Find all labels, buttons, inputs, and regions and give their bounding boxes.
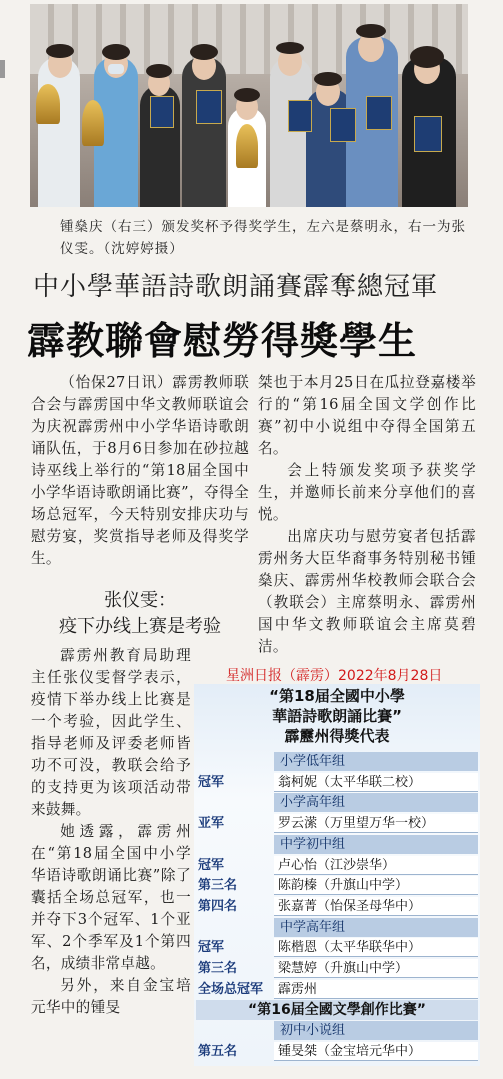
paragraph: 会上特颁发奖项予获奖学生，并邀师长前来分享他们的喜悦。 bbox=[258, 462, 476, 523]
winner-name: 陈楷恩（太平华联华中） bbox=[274, 938, 478, 957]
winner-name: 罗云潆（万里望万华一校） bbox=[274, 814, 478, 833]
photo-caption: 锺燊庆（右三）颁发奖杯予得奖学生，左六是蔡明永，右一为张仪雯。（沈婷婷摄） bbox=[60, 219, 466, 257]
award-label: 冠军 bbox=[198, 858, 225, 873]
category-header: 中学高年组 bbox=[274, 918, 478, 937]
category-header: 初中小说组 bbox=[274, 1021, 478, 1040]
winner-row bbox=[196, 959, 478, 978]
award-label: 第三名 bbox=[198, 961, 238, 976]
winner-name: 霹雳州 bbox=[274, 980, 478, 999]
winner-name: 锺旻桀（金宝培元华中） bbox=[274, 1042, 478, 1061]
winner-row bbox=[196, 814, 478, 833]
award-label: 冠军 bbox=[198, 940, 225, 955]
award-label: 第四名 bbox=[198, 899, 238, 914]
winner-row bbox=[196, 1042, 478, 1061]
page-edge-mark bbox=[0, 60, 5, 78]
main-headline: 霹教聯會慰勞得獎學生 bbox=[27, 319, 418, 363]
category-header: 小学高年组 bbox=[274, 793, 478, 812]
competition-banner: “第16届全國文學創作比賽” bbox=[196, 1000, 478, 1020]
winner-row bbox=[196, 938, 478, 957]
subheading-line-1: 张仪雯： bbox=[104, 590, 176, 611]
winner-row bbox=[196, 856, 478, 875]
award-label: 全场总冠军 bbox=[198, 982, 264, 997]
winners-box-title bbox=[194, 686, 480, 746]
paragraph: 她透露，霹雳州在“第18届全国中小学华语诗歌朗诵比赛”除了囊括全场总冠军，也一并夺下3个冠军、1个亚军、2个季军及1个第四名，成绩非常卓越。 bbox=[31, 823, 191, 972]
winner-name: 翁柯妮（太平华联二校） bbox=[274, 773, 478, 792]
winner-name: 梁慧婷（升旗山中学） bbox=[274, 959, 478, 978]
article-column-right bbox=[258, 372, 476, 658]
box-title-line: 霹靂州得獎代表 bbox=[284, 727, 390, 745]
winner-name: 卢心怡（江沙崇华） bbox=[274, 856, 478, 875]
kicker-headline: 中小學華語詩歌朗誦賽霹奪總冠軍 bbox=[33, 272, 439, 302]
award-label: 第三名 bbox=[198, 878, 238, 893]
box-title-line: “第18届全國中小學 bbox=[269, 687, 405, 705]
winner-name: 张嘉菁（怡保圣母华中） bbox=[274, 897, 478, 916]
award-photo bbox=[30, 4, 468, 207]
winner-row bbox=[196, 897, 478, 916]
award-label: 亚军 bbox=[198, 816, 225, 831]
paragraph: 另外，来自金宝培元华中的锺旻 bbox=[31, 977, 191, 1016]
subheading-line-2: 疫下办线上赛是考验 bbox=[59, 616, 221, 637]
paragraph: 出席庆功与慰劳宴者包括霹雳州务大臣华裔事务特别秘书锺燊庆、霹雳州华校教师会联合会（教联会）主席蔡明永、霹雳州国中华文教师联谊会主席莫碧洁。 bbox=[258, 528, 476, 655]
category-header: 小学低年组 bbox=[274, 752, 478, 771]
article-column-left-bottom bbox=[31, 645, 191, 1019]
category-header: 中学初中组 bbox=[274, 835, 478, 854]
winner-row bbox=[196, 773, 478, 792]
winner-name: 陈韵榛（升旗山中学） bbox=[274, 876, 478, 895]
winner-row bbox=[196, 980, 478, 999]
article-column-left-top bbox=[31, 372, 249, 570]
winner-row bbox=[196, 876, 478, 895]
paragraph: 桀也于本月25日在瓜拉登嘉楼举行的“第16届全国文学创作比赛”初中小说组中夺得全国第五名。 bbox=[258, 374, 476, 457]
award-label: 第五名 bbox=[198, 1044, 238, 1059]
paragraph: （怡保27日讯）霹雳教师联合会与霹雳国中华文教师联谊会为庆祝霹雳州中小学华语诗歌朗诵队伍，于8月6日参加在砂拉越诗巫线上举行的“第18届全国中小学华语诗歌朗诵比赛”，夺得全场总冠军，今天特别安排庆功与慰劳宴，奖赏指导老师及得奖学生。 bbox=[31, 374, 249, 567]
paragraph: 霹雳州教育局助理主任张仪雯督学表示，疫情下举办线上比赛是一个考验，因此学生、指导老师及评委老师皆功不可没，教联会给予的支持更为该项活动带来鼓舞。 bbox=[31, 647, 191, 818]
award-label: 冠军 bbox=[198, 775, 225, 790]
source-credit: 星洲日报（霹雳）2022年8月28日 bbox=[226, 668, 443, 684]
box-title-line: 華語詩歌朗誦比賽” bbox=[272, 707, 402, 725]
